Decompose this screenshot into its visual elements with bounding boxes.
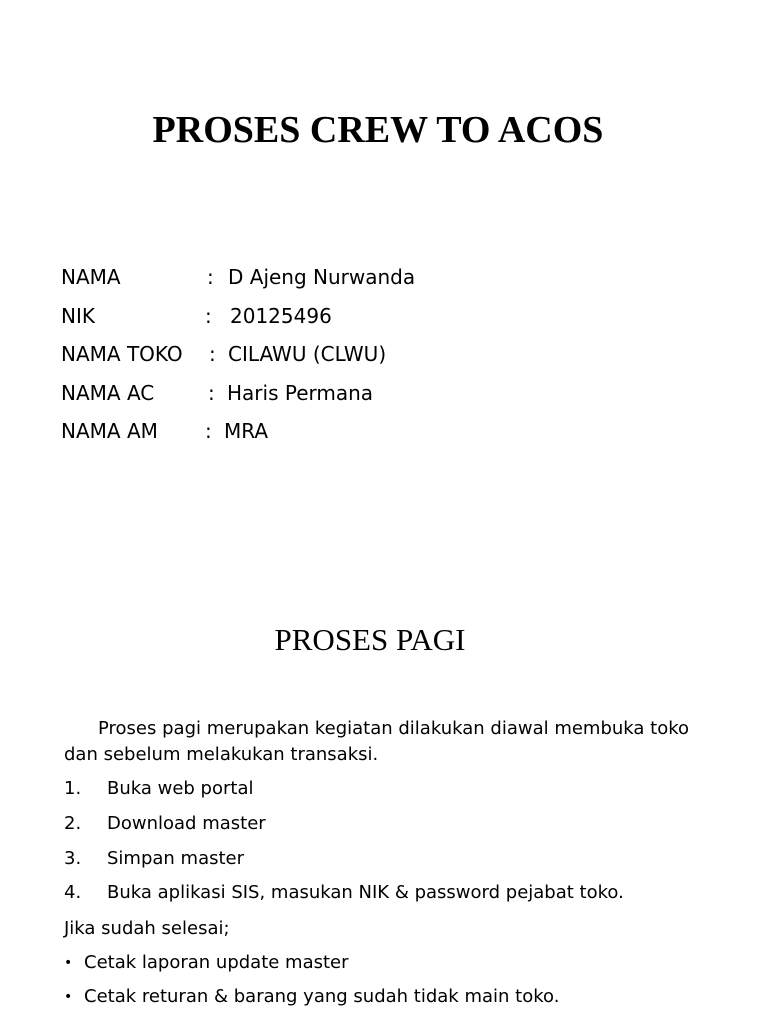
step-number: 3. — [64, 847, 82, 869]
info-value: CILAWU (CLWU) — [228, 342, 387, 366]
info-label: NAMA TOKO — [61, 342, 183, 366]
info-label: NAMA — [61, 265, 121, 289]
intro-paragraph: Proses pagi merupakan kegiatan dilakukan diawal membuka toko dan sebelum melakukan transaksi. — [64, 718, 690, 765]
section-title: PROSES PAGI — [274, 622, 466, 657]
step-text: Simpan master — [107, 847, 245, 869]
slide-proses-pagi — [0, 512, 768, 1024]
bullet-icon: • — [64, 989, 73, 1006]
step-item — [64, 842, 714, 877]
step-text: Buka web portal — [107, 778, 254, 799]
step-number: 1. — [64, 778, 82, 799]
info-separator: : — [208, 380, 215, 405]
info-separator: : — [205, 419, 212, 443]
bullet-list — [64, 946, 714, 1014]
step-item — [64, 807, 714, 842]
step-item — [64, 772, 714, 807]
steps-list — [64, 772, 714, 911]
info-value: MRA — [224, 419, 269, 443]
bullet-text: Cetak returan & barang yang sudah tidak main toko. — [84, 986, 560, 1008]
info-separator: : — [207, 265, 214, 289]
bullet-item — [64, 980, 714, 1014]
info-label: NIK — [61, 303, 95, 328]
step-text: Buka aplikasi SIS, masukan NIK & password pejabat toko. — [107, 882, 624, 904]
document-title: PROSES CREW TO ACOS — [152, 109, 604, 151]
info-value: 20125496 — [230, 303, 332, 328]
step-number: 4. — [64, 882, 82, 904]
info-separator: : — [205, 303, 212, 328]
step-text: Download master — [107, 812, 266, 834]
info-label: NAMA AC — [61, 380, 155, 405]
bullet-item — [64, 946, 714, 980]
bullet-icon: • — [64, 955, 73, 972]
bullet-text: Cetak laporan update master — [84, 952, 349, 974]
info-separator: : — [209, 342, 216, 366]
info-value: D Ajeng Nurwanda — [228, 265, 416, 289]
section-body — [64, 716, 714, 1014]
step-number: 2. — [64, 812, 82, 834]
info-label: NAMA AM — [61, 419, 158, 443]
step-item — [64, 876, 714, 911]
info-value: Haris Permana — [227, 380, 374, 405]
after-text: Jika sudah selesai; — [64, 918, 230, 940]
